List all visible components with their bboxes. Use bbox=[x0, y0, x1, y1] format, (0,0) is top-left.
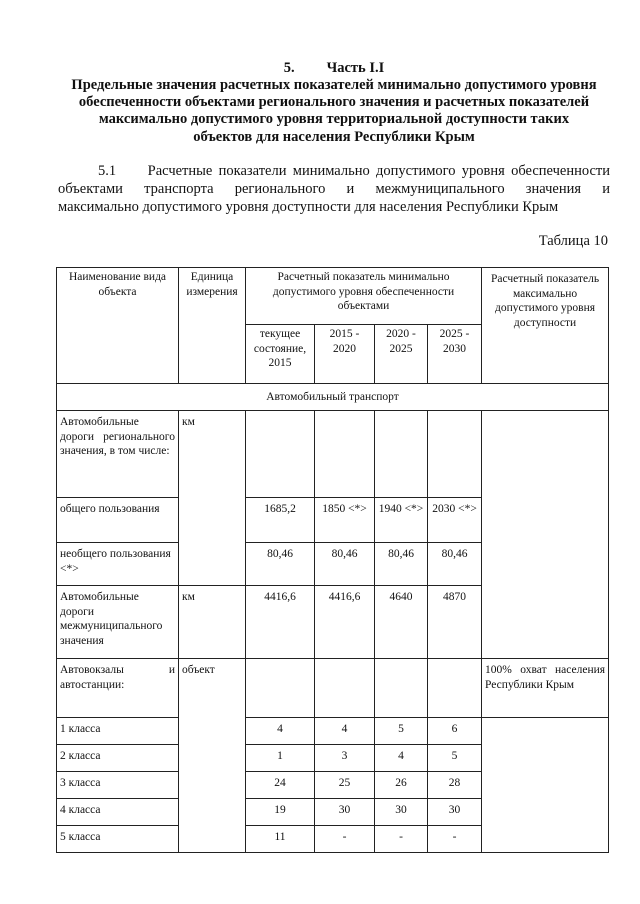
row-2020-2025: - bbox=[375, 826, 428, 853]
row-2015-2020: 4 bbox=[315, 718, 375, 745]
header-2015-2020: 2015 - 2020 bbox=[315, 325, 375, 384]
row-2020-2025 bbox=[375, 659, 428, 718]
section-title-line: максимально допустимого уровня территориальной доступности таких bbox=[98, 111, 570, 128]
row-2020-2025: 4 bbox=[375, 745, 428, 772]
row-unit: км bbox=[179, 411, 246, 586]
row-2020-2025: 30 bbox=[375, 799, 428, 826]
section-heading bbox=[58, 60, 610, 146]
row-2015-2020: 30 bbox=[315, 799, 375, 826]
row-2015-2020: 3 bbox=[315, 745, 375, 772]
section-part: Часть I.I bbox=[326, 60, 385, 76]
row-current bbox=[246, 411, 315, 498]
intro-paragraph bbox=[58, 162, 610, 216]
row-current: 11 bbox=[246, 826, 315, 853]
row-current: 19 bbox=[246, 799, 315, 826]
row-2015-2020: 80,46 bbox=[315, 543, 375, 586]
table-row bbox=[57, 659, 609, 718]
row-2025-2030 bbox=[428, 659, 482, 718]
row-2020-2025: 1940 <*> bbox=[375, 498, 428, 543]
table-row bbox=[57, 411, 609, 498]
row-current: 80,46 bbox=[246, 543, 315, 586]
section-number-line bbox=[58, 60, 610, 77]
intro-line: объектами транспорта регионального и межмуниципального значения и bbox=[58, 181, 610, 197]
row-2020-2025: 80,46 bbox=[375, 543, 428, 586]
row-name: общего пользования bbox=[57, 498, 179, 543]
row-2025-2030: 6 bbox=[428, 718, 482, 745]
indicators-table bbox=[56, 267, 609, 853]
row-2025-2030: 5 bbox=[428, 745, 482, 772]
row-access-empty bbox=[482, 411, 609, 659]
header-current: текущее состояние, 2015 bbox=[246, 325, 315, 384]
row-2015-2020 bbox=[315, 659, 375, 718]
row-2025-2030: 4870 bbox=[428, 586, 482, 659]
row-2020-2025: 5 bbox=[375, 718, 428, 745]
header-unit: Единица измерения bbox=[179, 268, 246, 384]
header-2025-2030: 2025 - 2030 bbox=[428, 325, 482, 384]
row-2025-2030: 80,46 bbox=[428, 543, 482, 586]
row-current: 4416,6 bbox=[246, 586, 315, 659]
row-current: 1 bbox=[246, 745, 315, 772]
row-2015-2020: 4416,6 bbox=[315, 586, 375, 659]
row-current: 1685,2 bbox=[246, 498, 315, 543]
row-2025-2030: - bbox=[428, 826, 482, 853]
section-band-row bbox=[57, 384, 609, 411]
header-object-type: Наименование вида объекта bbox=[57, 268, 179, 384]
row-2025-2030 bbox=[428, 411, 482, 498]
table-caption: Таблица 10 bbox=[538, 233, 608, 249]
header-max-access: Расчетный показатель максимально допустимого уровня доступности bbox=[482, 268, 609, 384]
row-2025-2030: 28 bbox=[428, 772, 482, 799]
section-number: 5. bbox=[283, 60, 295, 76]
row-name: 1 класса bbox=[57, 718, 179, 745]
header-row bbox=[57, 268, 609, 325]
section-title-line: Предельные значения расчетных показателей минимально допустимого уровня bbox=[71, 77, 597, 93]
row-name: необщего пользования <*> bbox=[57, 543, 179, 586]
row-2015-2020: - bbox=[315, 826, 375, 853]
row-2025-2030: 2030 <*> bbox=[428, 498, 482, 543]
section-band: Автомобильный транспорт bbox=[57, 384, 609, 411]
intro-line: максимально допустимого уровня доступности для населения Республики Крым bbox=[58, 199, 559, 215]
row-unit: км bbox=[179, 586, 246, 659]
row-current bbox=[246, 659, 315, 718]
row-name: 2 класса bbox=[57, 745, 179, 772]
section-title-line: обеспеченности объектами регионального значения и расчетных показателей bbox=[78, 94, 590, 111]
row-2015-2020: 25 bbox=[315, 772, 375, 799]
row-current: 4 bbox=[246, 718, 315, 745]
row-name: Автомобильные дороги межмуниципального значения bbox=[57, 586, 179, 659]
row-access-empty bbox=[482, 718, 609, 853]
section-title bbox=[58, 77, 610, 146]
row-name: 3 класса bbox=[57, 772, 179, 799]
row-name: Автовокзалы и автостанции: bbox=[57, 659, 179, 718]
row-2020-2025 bbox=[375, 411, 428, 498]
row-2015-2020 bbox=[315, 411, 375, 498]
row-name: 5 класса bbox=[57, 826, 179, 853]
row-2015-2020: 1850 <*> bbox=[315, 498, 375, 543]
header-min-level: Расчетный показатель минимально допустимого уровня обеспеченности объектами bbox=[246, 268, 482, 325]
section-title-line: объектов для населения Республики Крым bbox=[193, 128, 475, 145]
table-row bbox=[57, 718, 609, 745]
row-unit: объект bbox=[179, 659, 246, 853]
row-name: Автомобильные дороги регионального значения, в том числе: bbox=[57, 411, 179, 498]
row-2020-2025: 26 bbox=[375, 772, 428, 799]
row-access: 100% охват населения Республики Крым bbox=[482, 659, 609, 718]
row-name: 4 класса bbox=[57, 799, 179, 826]
header-2020-2025: 2020 - 2025 bbox=[375, 325, 428, 384]
row-2020-2025: 4640 bbox=[375, 586, 428, 659]
row-current: 24 bbox=[246, 772, 315, 799]
row-2025-2030: 30 bbox=[428, 799, 482, 826]
intro-line: 5.1 Расчетные показатели минимально допустимого уровня обеспеченности bbox=[98, 163, 610, 179]
